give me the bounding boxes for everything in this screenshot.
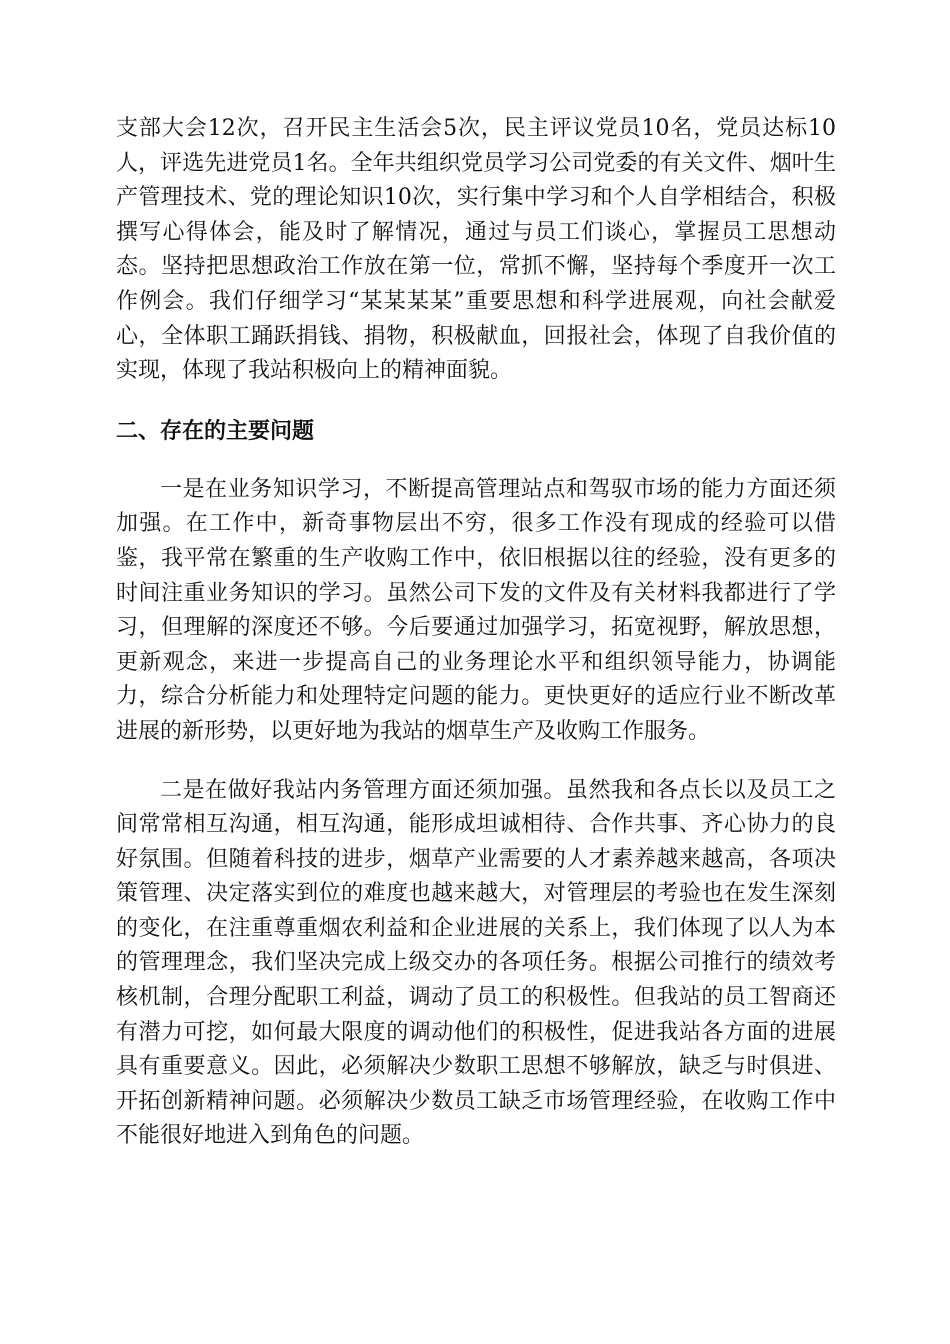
paragraph-one: 一是在业务知识学习，不断提高管理站点和驾驭市场的能力方面还须加强。在工作中，新奇事物层出不穷，很多工作没有现成的经验可以借鉴，我平常在繁重的生产收购工作中，依旧根据以往的经验，没有更多的时间注重业务知识的学习。虽然公司下发的文件及有关材料我都进行了学习，但理解的深度还不够。今后要通过加强学习，拓宽视野，解放思想，更新观念，来进一步提高自己的业务理论水平和组织领导能力，协调能力，综合分析能力和处理特定问题的能力。更快更好的适应行业不断改革进展的新形势，以更好地为我站的烟草生产及收购工作服务。 [116,476,836,744]
paragraph-two: 二是在做好我站内务管理方面还须加强。虽然我和各点长以及员工之间常常相互沟通，相互沟通，能形成坦诚相待、合作共事、齐心协力的良好氛围。但随着科技的进步，烟草产业需要的人才素养越来越高，各项决策管理、决定落实到位的难度也越来越大，对管理层的考验也在发生深刻的变化，在注重尊重烟农利益和企业进展的关系上，我们体现了以人为本的管理理念，我们坚决完成上级交办的各项任务。根据公司推行的绩效考核机制，合理分配职工利益，调动了员工的积极性。但我站的员工智商还有潜力可挖，如何最大限度的调动他们的积极性，促进我站各方面的进展具有重要意义。因此，必须解决少数职工思想不够解放，缺乏与时俱进、开拓创新精神问题。必须解决少数员工缺乏市场管理经验，在收购工作中不能很好地进入到角色的问题。 [116,777,836,1149]
section-heading: 二、存在的主要问题 [116,418,315,444]
intro-paragraph: 支部大会12次，召开民主生活会5次，民主评议党员10名，党员达标10人，评选先进党员1名。全年共组织党员学习公司党委的有关文件、烟叶生产管理技术、党的理论知识10次，实行集中学习和个人自学相结合，积极撰写心得体会，能及时了解情况，通过与员工们谈心，掌握员工思想动态。坚持把思想政治工作放在第一位，常抓不懈，坚持每个季度开一次工作例会。我们仔细学习“某某某某”重要思想和科学进展观，向社会献爱心，全体职工踊跃捐钱、捐物，积极献血，回报社会，体现了自我价值的实现，体现了我站积极向上的精神面貌。 [116,116,836,384]
document-body [116,112,836,1154]
